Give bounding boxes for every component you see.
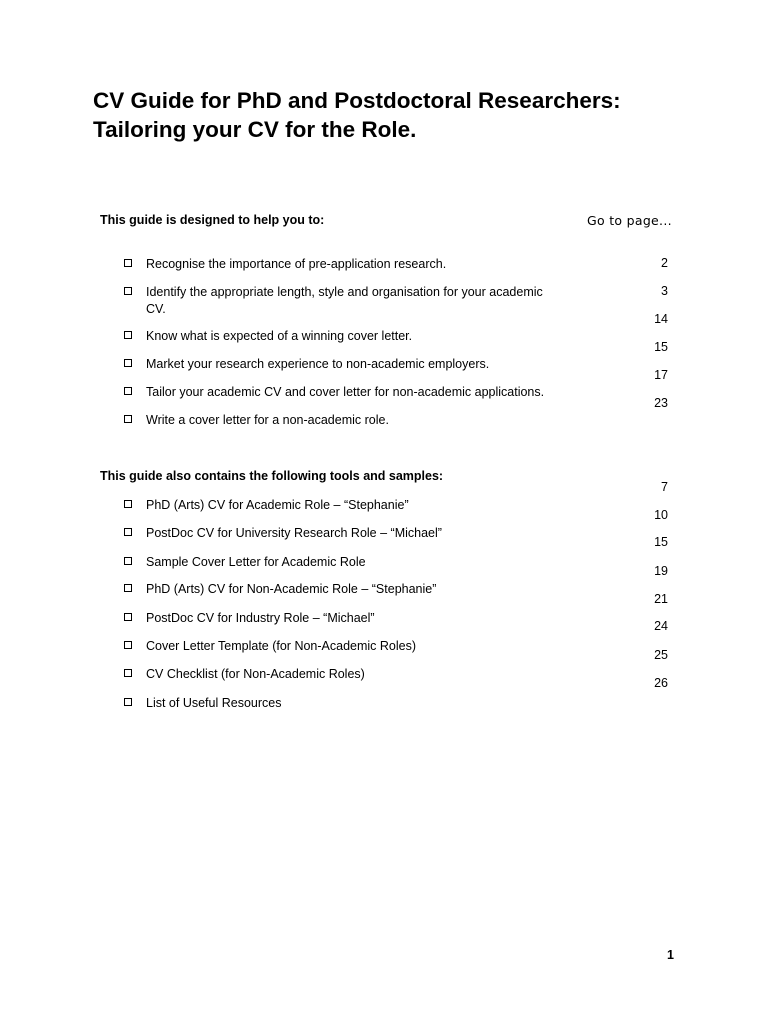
checkbox-icon	[124, 331, 132, 339]
aims-page-ref: 2	[661, 256, 668, 270]
aims-item	[124, 328, 564, 345]
tools-item	[124, 610, 564, 627]
tools-item-text: PhD (Arts) CV for Academic Role – “Stephanie”	[146, 498, 409, 512]
tools-item	[124, 525, 564, 542]
checkbox-icon	[124, 528, 132, 536]
aims-page-ref: 3	[661, 284, 668, 298]
aims-item-text: Identify the appropriate length, style and organisation for your academic CV.	[146, 285, 543, 316]
tools-page-ref: 25	[654, 648, 668, 662]
tools-item-text: CV Checklist (for Non-Academic Roles)	[146, 667, 365, 681]
checkbox-icon	[124, 613, 132, 621]
tools-item	[124, 581, 564, 598]
page-number: 1	[667, 948, 674, 962]
checkbox-icon	[124, 698, 132, 706]
tools-item-text: List of Useful Resources	[146, 696, 282, 710]
aims-item	[124, 256, 564, 273]
tools-item-text: Cover Letter Template (for Non-Academic Roles)	[146, 639, 417, 653]
tools-item-text: PhD (Arts) CV for Non-Academic Role – “Stephanie”	[146, 582, 437, 596]
aims-page-ref: 14	[654, 312, 668, 326]
tools-item	[124, 666, 564, 683]
aims-page-ref: 17	[654, 368, 668, 382]
tools-item-text: PostDoc CV for University Research Role – “Michael”	[146, 526, 442, 540]
tools-page-ref: 10	[654, 508, 668, 522]
tools-item-text: PostDoc CV for Industry Role – “Michael”	[146, 611, 375, 625]
aims-item	[124, 284, 564, 318]
aims-item-text: Write a cover letter for a non-academic role.	[146, 413, 389, 427]
checkbox-icon	[124, 387, 132, 395]
tools-item	[124, 638, 564, 655]
checkbox-icon	[124, 557, 132, 565]
tools-page-ref: 19	[654, 564, 668, 578]
go-to-page-label: Go to page...	[587, 213, 672, 228]
tools-item	[124, 695, 564, 712]
checkbox-icon	[124, 415, 132, 423]
checkbox-icon	[124, 669, 132, 677]
title-line-1: CV Guide for PhD and Postdoctoral Researchers:	[93, 88, 621, 113]
aims-item-text: Tailor your academic CV and cover letter for non-academic applications.	[146, 385, 545, 399]
aims-item	[124, 356, 564, 373]
checkbox-icon	[124, 500, 132, 508]
checkbox-icon	[124, 359, 132, 367]
tools-page-ref: 21	[654, 592, 668, 606]
aims-item	[124, 384, 564, 401]
section-heading-tools: This guide also contains the following tools and samples:	[100, 469, 444, 483]
aims-item-text: Recognise the importance of pre-application research.	[146, 257, 447, 271]
checkbox-icon	[124, 287, 132, 295]
checkbox-icon	[124, 584, 132, 592]
tools-page-ref: 24	[654, 619, 668, 633]
aims-item-text: Market your research experience to non-academic employers.	[146, 357, 490, 371]
document-title	[93, 86, 713, 144]
aims-page-ref: 15	[654, 340, 668, 354]
tools-item	[124, 497, 564, 514]
aims-item	[124, 412, 564, 429]
checkbox-icon	[124, 641, 132, 649]
title-line-2: Tailoring your CV for the Role.	[93, 117, 417, 142]
tools-page-ref: 7	[661, 480, 668, 494]
tools-item	[124, 554, 564, 571]
aims-item-text: Know what is expected of a winning cover letter.	[146, 329, 413, 343]
tools-page-ref: 26	[654, 676, 668, 690]
aims-page-ref: 23	[654, 396, 668, 410]
section-heading-aims: This guide is designed to help you to:	[100, 213, 325, 227]
tools-page-ref: 15	[654, 535, 668, 549]
tools-item-text: Sample Cover Letter for Academic Role	[146, 555, 366, 569]
checkbox-icon	[124, 259, 132, 267]
